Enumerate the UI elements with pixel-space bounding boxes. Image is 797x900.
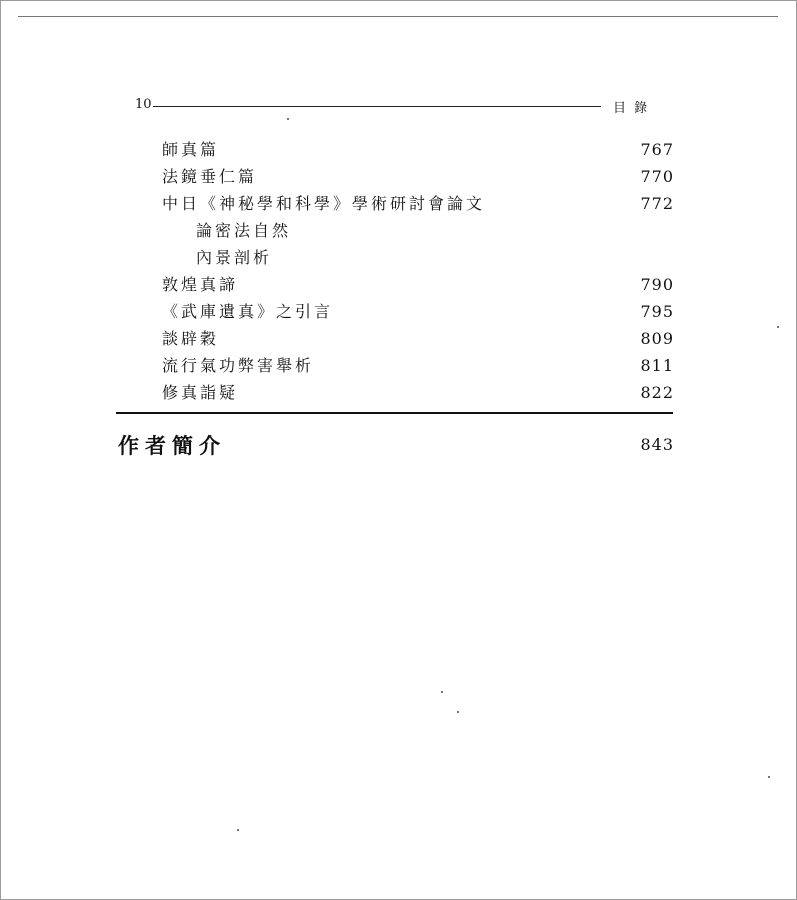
section-divider bbox=[116, 412, 673, 414]
scan-speck bbox=[287, 118, 289, 120]
scan-speck bbox=[441, 691, 443, 693]
page-number: 10 bbox=[135, 97, 152, 112]
toc-entry-title: 談辟穀 bbox=[162, 329, 220, 348]
toc-entry-title: 法鏡垂仁篇 bbox=[162, 167, 258, 186]
toc-entry-title: 敦煌真諦 bbox=[162, 275, 239, 294]
toc-subentry bbox=[162, 247, 674, 274]
toc-entry-page: 772 bbox=[640, 194, 674, 213]
author-intro-title: 作者簡介 bbox=[118, 433, 226, 458]
toc-entry-page: 790 bbox=[640, 275, 674, 294]
toc-entry-page: 795 bbox=[640, 302, 674, 321]
scan-speck bbox=[768, 776, 770, 778]
toc-entry bbox=[162, 382, 674, 409]
scan-speck bbox=[457, 711, 459, 713]
toc-entry bbox=[162, 301, 674, 328]
toc-entry-title: 師真篇 bbox=[162, 140, 220, 159]
toc-entry bbox=[162, 328, 674, 355]
toc-entry-title: 《武庫遺真》之引言 bbox=[162, 302, 334, 321]
table-of-contents bbox=[162, 139, 674, 409]
toc-subentry bbox=[162, 220, 674, 247]
toc-entry-title: 中日《神秘學和科學》學術研討會論文 bbox=[162, 194, 486, 213]
toc-entry-page: 767 bbox=[640, 140, 674, 159]
toc-entry bbox=[162, 274, 674, 301]
toc-entry bbox=[162, 139, 674, 166]
toc-entry-title: 論密法自然 bbox=[196, 221, 292, 240]
scan-speck bbox=[237, 829, 239, 831]
toc-entry-page: 809 bbox=[640, 329, 674, 348]
running-head bbox=[135, 97, 655, 117]
toc-entry bbox=[162, 193, 674, 220]
scan-speck bbox=[777, 326, 779, 328]
toc-entry-page: 770 bbox=[640, 167, 674, 186]
toc-entry-title: 流行氣功弊害舉析 bbox=[162, 356, 315, 375]
author-intro-page: 843 bbox=[640, 435, 674, 454]
top-rule bbox=[18, 16, 778, 17]
running-head-title: 目 錄 bbox=[613, 101, 650, 116]
toc-entry bbox=[162, 166, 674, 193]
toc-entry-page: 822 bbox=[640, 383, 674, 402]
toc-entry-title: 修真詣疑 bbox=[162, 383, 239, 402]
toc-entry-author-intro bbox=[118, 430, 674, 460]
toc-entry-page: 811 bbox=[640, 356, 674, 375]
toc-entry bbox=[162, 355, 674, 382]
running-head-rule bbox=[153, 106, 601, 107]
toc-entry-title: 內景剖析 bbox=[196, 248, 273, 267]
